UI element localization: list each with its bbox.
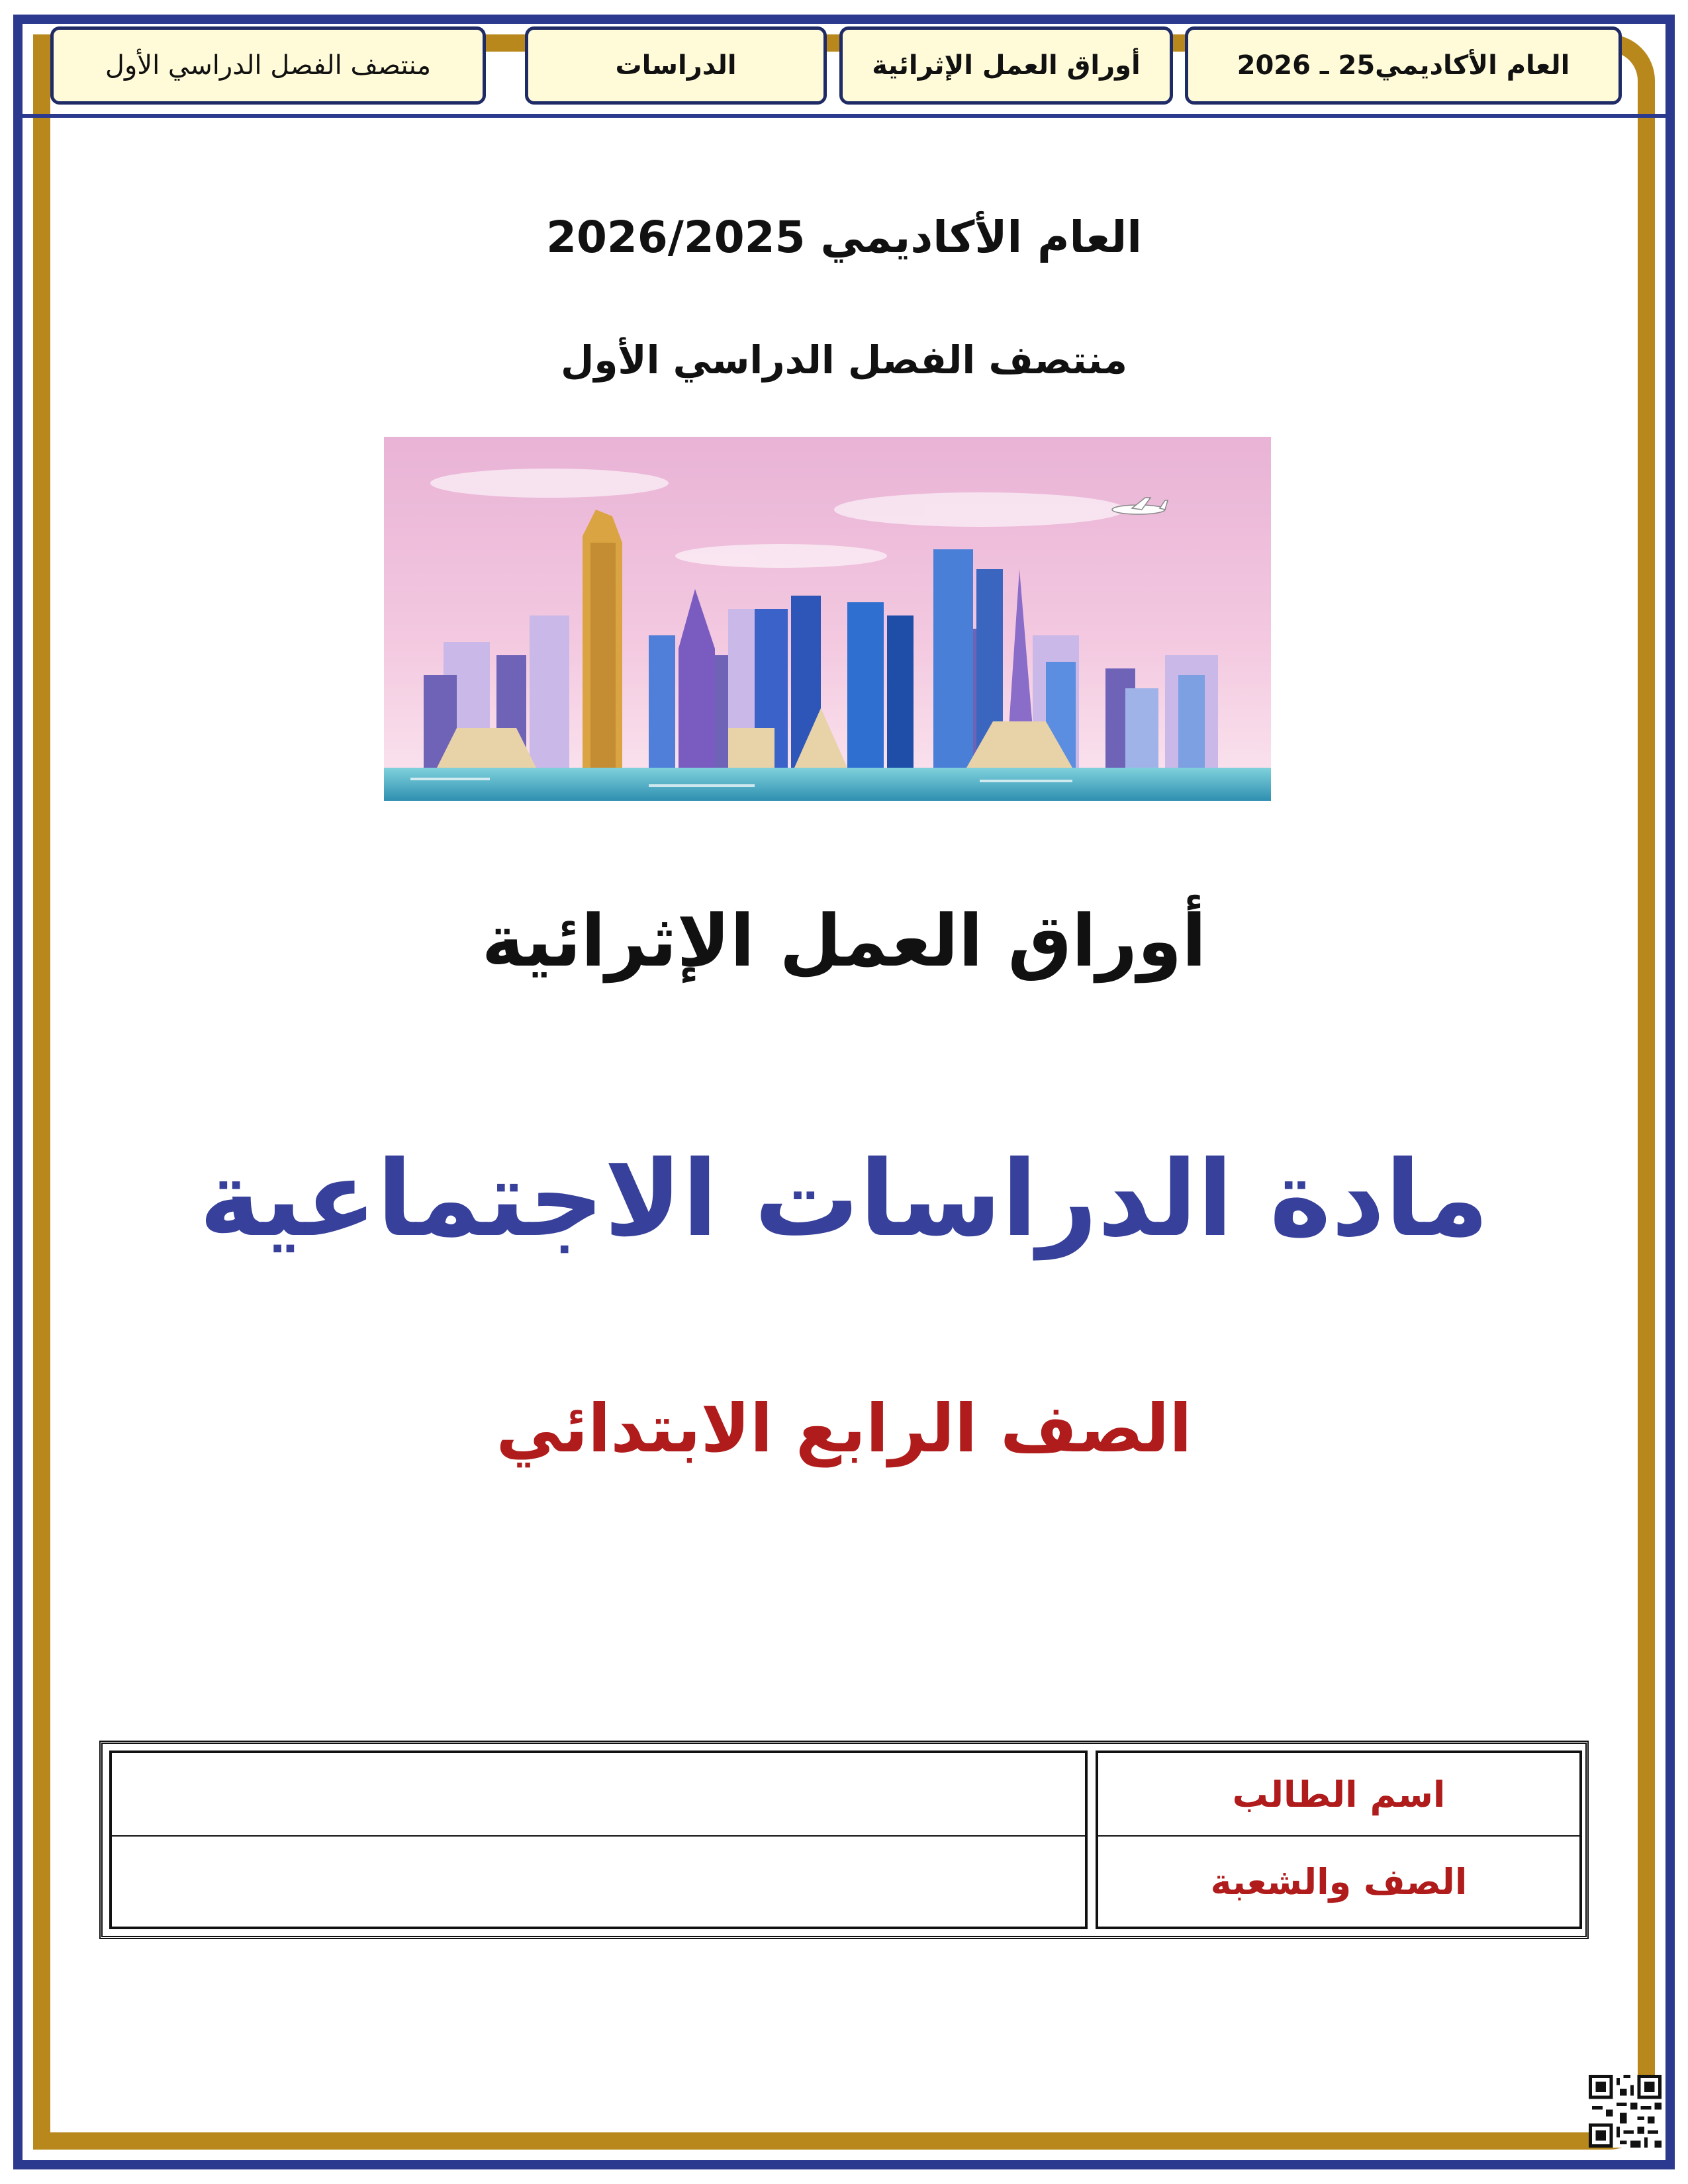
worksheets-title: أوراق العمل الإثرائية	[481, 900, 1207, 983]
class-section-label: الصف والشعبة	[1210, 1860, 1468, 1903]
city-skyline-image	[384, 437, 1271, 801]
class-section-field[interactable]	[109, 1835, 1088, 1929]
header-term-box	[50, 26, 486, 105]
header-subject-box	[525, 26, 827, 105]
header-term-text: منتصف الفصل الدراسي الأول	[105, 50, 432, 81]
header-divider	[23, 114, 1665, 118]
header-worksheets-text: أوراق العمل الإثرائية	[872, 50, 1141, 81]
grade-title: الصف الرابع الابتدائي	[496, 1390, 1192, 1467]
header-year-box	[1185, 26, 1622, 105]
subject-title: مادة الدراسات الاجتماعية	[199, 1138, 1489, 1260]
class-section-label-cell	[1096, 1835, 1582, 1929]
header-year-text: العام الأكاديمي25 ـ 2026	[1237, 50, 1570, 81]
student-name-field[interactable]	[109, 1751, 1088, 1837]
student-info-table	[99, 1741, 1589, 1939]
header-worksheets-box	[839, 26, 1173, 105]
academic-year-heading: العام الأكاديمي 2026/2025	[546, 212, 1142, 263]
student-name-label: اسم الطالب	[1232, 1773, 1446, 1815]
student-name-label-cell	[1096, 1751, 1582, 1837]
header-subject-text: الدراسات	[615, 50, 737, 81]
qr-code-icon	[1589, 2075, 1662, 2148]
term-heading: منتصف الفصل الدراسي الأول	[561, 338, 1127, 383]
